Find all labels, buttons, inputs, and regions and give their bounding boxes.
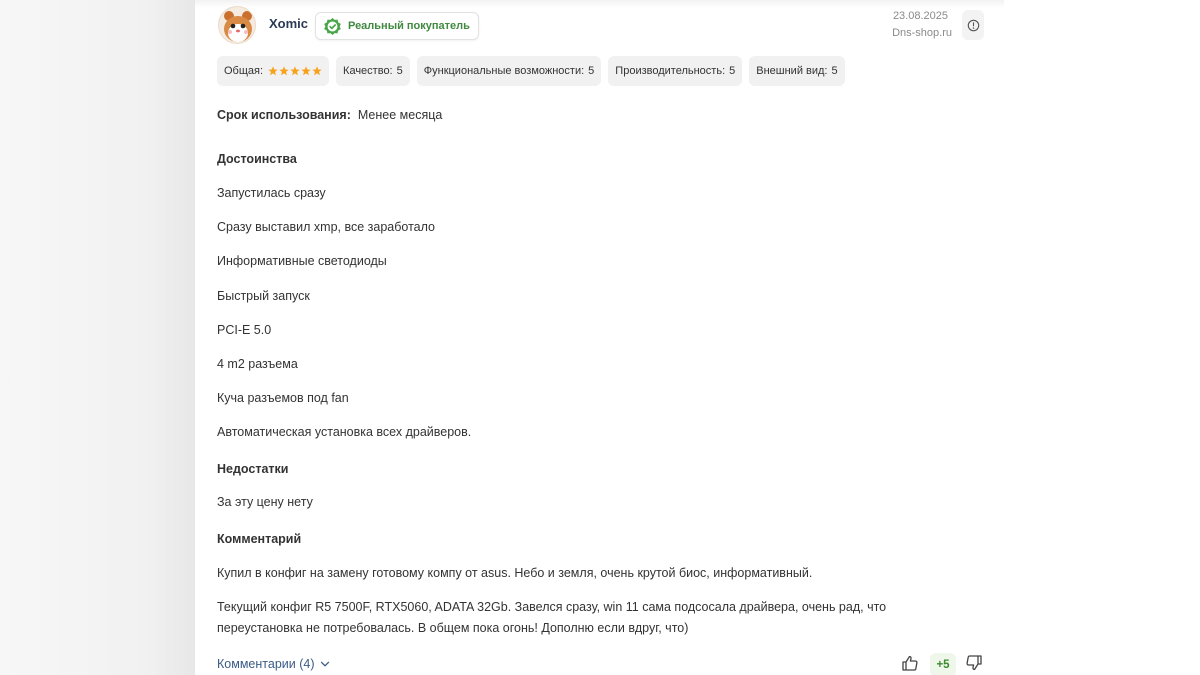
likes-count: +5: [930, 653, 956, 675]
chevron-down-icon: [320, 659, 330, 669]
rating-overall-stars: [268, 66, 322, 76]
pros-item: 4 m2 разъема: [217, 357, 298, 371]
rating-appearance-value: 5: [831, 65, 838, 77]
rating-quality: [336, 56, 410, 86]
pros-item: Сразу выставил xmp, все заработало: [217, 220, 435, 234]
pros-item: Запустилась сразу: [217, 186, 326, 200]
star-icon: [279, 66, 289, 76]
comments-toggle-label: Комментарии (4): [217, 657, 315, 671]
page-background-right: [1004, 0, 1200, 675]
ratings-row: [217, 56, 845, 86]
comments-toggle-link[interactable]: [217, 657, 330, 671]
cons-title: Недостатки: [217, 462, 289, 476]
thumbs-down-icon: [965, 654, 983, 672]
previous-card-edge: [195, 0, 1004, 8]
usage-period-label: Срок использования:: [217, 108, 351, 122]
avatar[interactable]: [218, 6, 256, 44]
comment-line: Текущий конфиг R5 7500F, RTX5060, ADATA 32Gb. Завелся сразу, win 11 сама подсосала драйвера, очень рад, что: [217, 600, 887, 614]
star-icon: [301, 66, 311, 76]
rating-appearance-label: Внешний вид:: [756, 65, 828, 77]
rating-features-value: 5: [588, 65, 595, 77]
pros-item: Автоматическая установка всех драйверов.: [217, 425, 472, 439]
verified-buyer-label: Реальный покупатель: [348, 20, 470, 32]
rating-quality-value: 5: [396, 65, 403, 77]
rating-features: [417, 56, 602, 86]
verified-icon: [323, 17, 342, 36]
rating-performance-value: 5: [729, 65, 736, 77]
info-icon: [967, 19, 980, 32]
cons-item: За эту цену нету: [217, 495, 313, 509]
comment-line: переустановка не потребовалась. В общем пока огонь! Дополню если вдруг, что): [217, 621, 689, 635]
rating-overall-label: Общая:: [224, 65, 264, 77]
pros-item: Быстрый запуск: [217, 289, 310, 303]
rating-performance: [608, 56, 742, 86]
star-icon: [312, 66, 322, 76]
like-button[interactable]: [901, 654, 919, 672]
rating-performance-label: Производительность:: [615, 65, 726, 77]
review-source: Dns-shop.ru: [892, 27, 952, 39]
rating-appearance: [749, 56, 844, 86]
pros-title: Достоинства: [217, 152, 297, 166]
rating-overall: [217, 56, 329, 86]
pros-item: Информативные светодиоды: [217, 254, 387, 268]
dislike-button[interactable]: [965, 654, 983, 672]
rating-quality-label: Качество:: [343, 65, 393, 77]
pros-item: Куча разъемов под fan: [217, 391, 349, 405]
pros-item: PCI-E 5.0: [217, 323, 272, 337]
info-button[interactable]: [962, 10, 984, 40]
rating-features-label: Функциональные возможности:: [423, 65, 585, 77]
thumbs-up-icon: [901, 654, 919, 672]
star-icon: [290, 66, 300, 76]
star-icon: [268, 66, 278, 76]
verified-buyer-badge: [315, 12, 479, 40]
page-background-left: [0, 0, 195, 675]
comment-title: Комментарий: [217, 532, 302, 546]
review-date: 23.08.2025: [892, 10, 948, 22]
comment-line: Купил в конфиг на замену готовому компу от asus. Небо и земля, очень крутой биос, информативный.: [217, 566, 813, 580]
usage-period-value: Менее месяца: [357, 108, 443, 122]
author-name[interactable]: Xomic: [269, 16, 309, 31]
usage-period: [217, 108, 442, 122]
